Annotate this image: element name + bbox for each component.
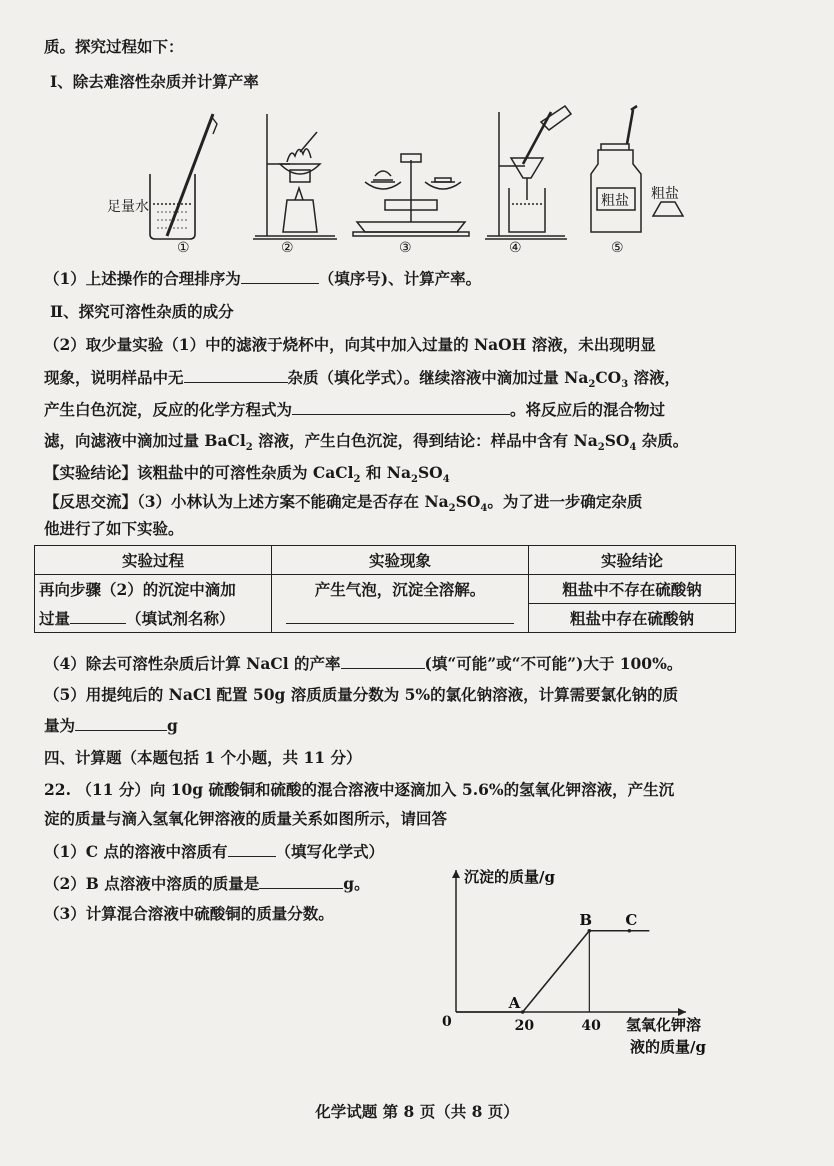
q1-line bbox=[44, 267, 481, 290]
q2-formula-blank[interactable] bbox=[184, 366, 288, 383]
conclusion-text: 该粗盐中的可溶性杂质为 CaCl bbox=[137, 463, 354, 482]
q4-line bbox=[44, 652, 682, 675]
phenomenon-blank[interactable] bbox=[286, 607, 514, 624]
figure-label-4: ④ bbox=[509, 240, 522, 256]
point-label-c: C bbox=[625, 910, 638, 929]
q22-s2-blank[interactable] bbox=[259, 872, 343, 889]
figure-label-1: ① bbox=[177, 240, 190, 256]
q5-answer-blank[interactable] bbox=[75, 714, 167, 731]
reflection-line-1 bbox=[44, 491, 642, 520]
q2-text: 产生白色沉淀，反应的化学方程式为 bbox=[44, 400, 293, 419]
experiment-table bbox=[34, 545, 736, 633]
q4-prompt: （4）除去可溶性杂质后计算 NaCl 的产率 bbox=[44, 654, 341, 673]
table-header-row bbox=[35, 546, 736, 575]
reflection-sub: 4 bbox=[480, 503, 488, 515]
q2-text: 溶液，产生白色沉淀，得到结论：样品中含有 Na bbox=[252, 431, 598, 450]
table-cell-conclusion: 粗盐中存在硫酸钠 bbox=[529, 604, 736, 633]
origin-label: 0 bbox=[442, 1014, 452, 1030]
table-cell-procedure bbox=[35, 604, 272, 633]
table-text: 过量 bbox=[39, 608, 71, 628]
q2-text: 杂质（填化学式）。继续溶液中滴加过量 Na bbox=[287, 368, 589, 387]
data-point bbox=[521, 1010, 525, 1014]
x-tick-label: 40 bbox=[581, 1018, 601, 1034]
q5-line-1: （5）用提纯后的 NaCl 配置 50g 溶质质量分数为 5%的氯化钠溶液，计算需要氯化钠的质 bbox=[44, 685, 679, 704]
beaker-dissolve-icon bbox=[150, 114, 217, 239]
q2-text: 。将反应后的混合物过 bbox=[510, 400, 666, 419]
water-label: 足量水 bbox=[107, 199, 149, 215]
y-axis-arrow bbox=[452, 870, 460, 878]
q2-text: 现象，说明样品中无 bbox=[44, 368, 184, 387]
q22-text: （1）C 点的溶液中溶质有 bbox=[44, 842, 228, 861]
x-tick-label: 20 bbox=[514, 1018, 535, 1034]
filtration-setup-icon bbox=[485, 106, 571, 239]
conclusion-tag: 【实验结论】 bbox=[44, 463, 138, 482]
q1-suffix: （填序号)、计算产率。 bbox=[318, 269, 482, 288]
q2-sub: 4 bbox=[629, 442, 637, 454]
reflection-text: 。为了进一步确定杂质 bbox=[487, 492, 643, 511]
conclusion-sub: 2 bbox=[411, 474, 418, 486]
q22-text: （2）B 点溶液中溶质的质量是 bbox=[44, 874, 260, 893]
jar-label: 粗盐 bbox=[601, 193, 629, 209]
balance-icon bbox=[353, 154, 469, 236]
reflection-sub: 2 bbox=[448, 503, 456, 515]
figure-label-5: ⑤ bbox=[611, 240, 624, 256]
q22-text: g。 bbox=[343, 874, 370, 893]
q2-sub: 2 bbox=[597, 442, 605, 454]
table-header: 实验结论 bbox=[529, 546, 736, 575]
series-line bbox=[523, 931, 590, 1012]
intro-text: 质。探究过程如下： bbox=[44, 37, 184, 56]
q2-sub: 2 bbox=[588, 379, 596, 391]
pile-label: 粗盐 bbox=[651, 186, 679, 202]
q1-prompt: （1）上述操作的合理排序为 bbox=[44, 269, 241, 288]
q22-sub-3: （3）计算混合溶液中硫酸铜的质量分数。 bbox=[44, 904, 334, 923]
reflection-line-2: 他进行了如下实验。 bbox=[44, 519, 184, 538]
x-axis-label: 液的质量/g bbox=[630, 1038, 706, 1056]
q22-sub-1 bbox=[44, 840, 384, 863]
q2-text: 溶液， bbox=[628, 368, 681, 387]
part1-title: Ⅰ、除去难溶性杂质并计算产率 bbox=[50, 72, 259, 91]
table-header: 实验现象 bbox=[272, 546, 529, 575]
q2-text: SO bbox=[604, 431, 630, 450]
q22-s1-blank[interactable] bbox=[228, 840, 276, 857]
evaporation-setup-icon bbox=[253, 114, 337, 239]
q5-prompt: 量为 bbox=[44, 716, 76, 735]
apparatus-figure bbox=[95, 104, 695, 256]
reflection-tag: 【反思交流】 bbox=[44, 492, 138, 511]
q2-line-2 bbox=[44, 366, 680, 396]
reagent-name-blank[interactable] bbox=[70, 607, 126, 624]
point-label-a: A bbox=[508, 994, 521, 1012]
q22-line-2: 淀的质量与滴入氢氧化钾溶液的质量关系如图所示，请回答 bbox=[44, 809, 448, 828]
data-point bbox=[588, 929, 592, 933]
conclusion-text: SO bbox=[417, 463, 443, 482]
q2-text: 杂质。 bbox=[636, 431, 689, 450]
q2-equation-blank[interactable] bbox=[292, 398, 510, 415]
section-4-title: 四、计算题（本题包括 1 个小题，共 11 分） bbox=[44, 748, 362, 767]
conclusion-sub: 2 bbox=[353, 474, 361, 486]
figure-label-3: ③ bbox=[399, 240, 412, 256]
q2-sub: 2 bbox=[245, 442, 253, 454]
point-label-b: B bbox=[579, 910, 593, 929]
conclusion-line bbox=[44, 462, 450, 491]
conclusion-text: 和 Na bbox=[360, 463, 412, 482]
reagent-jar-icon bbox=[591, 106, 683, 232]
q2-sub: 3 bbox=[621, 379, 629, 391]
reflection-text: SO bbox=[455, 492, 481, 511]
q2-line-4 bbox=[44, 430, 688, 459]
q22-sub-2 bbox=[44, 872, 370, 895]
q22-line-1: 22. （11 分）向 10g 硫酸铜和硫酸的混合溶液中逐滴加入 5.6%的氢氧化钾溶液，产生沉 bbox=[44, 780, 675, 799]
q5-unit: g bbox=[167, 716, 178, 735]
table-cell-phenomenon-blank[interactable] bbox=[272, 604, 529, 633]
x-axis-label: 氢氧化钾溶 bbox=[626, 1016, 702, 1034]
page-footer: 化学试题 第 8 页（共 8 页） bbox=[315, 1102, 519, 1121]
q2-text: CO bbox=[595, 368, 622, 387]
q2-text: 滤，向滤液中滴加过量 BaCl bbox=[44, 431, 246, 450]
table-header: 实验过程 bbox=[35, 546, 272, 575]
figure-label-2: ② bbox=[281, 240, 294, 256]
q4-answer-blank[interactable] bbox=[341, 652, 425, 669]
table-cell-procedure: 再向步骤（2）的沉淀中滴加 bbox=[35, 575, 272, 604]
q5-line-2 bbox=[44, 714, 178, 737]
q4-suffix: (填“可能”或“不可能”)大于 100%。 bbox=[424, 654, 683, 673]
data-point bbox=[628, 929, 632, 933]
precipitate-chart bbox=[436, 862, 726, 1062]
y-axis-label: 沉淀的质量/g bbox=[464, 868, 555, 886]
conclusion-sub: 4 bbox=[442, 474, 450, 486]
part2-title: Ⅱ、探究可溶性杂质的成分 bbox=[50, 302, 234, 321]
q2-line-1: （2）取少量实验（1）中的滤液于烧杯中，向其中加入过量的 NaOH 溶液，未出现明显 bbox=[44, 335, 656, 354]
q1-answer-blank[interactable] bbox=[241, 267, 319, 284]
q2-line-3 bbox=[44, 398, 665, 421]
q22-text: （填写化学式） bbox=[275, 842, 385, 861]
table-text: （填试剂名称） bbox=[126, 608, 235, 628]
table-row bbox=[35, 575, 736, 604]
table-row bbox=[35, 604, 736, 633]
table-cell-conclusion: 粗盐中不存在硫酸钠 bbox=[529, 575, 736, 604]
table-cell-phenomenon: 产生气泡，沉淀全溶解。 bbox=[272, 575, 529, 604]
reflection-text: （3）小林认为上述方案不能确定是否存在 Na bbox=[137, 492, 449, 511]
x-axis-arrow bbox=[678, 1008, 686, 1016]
